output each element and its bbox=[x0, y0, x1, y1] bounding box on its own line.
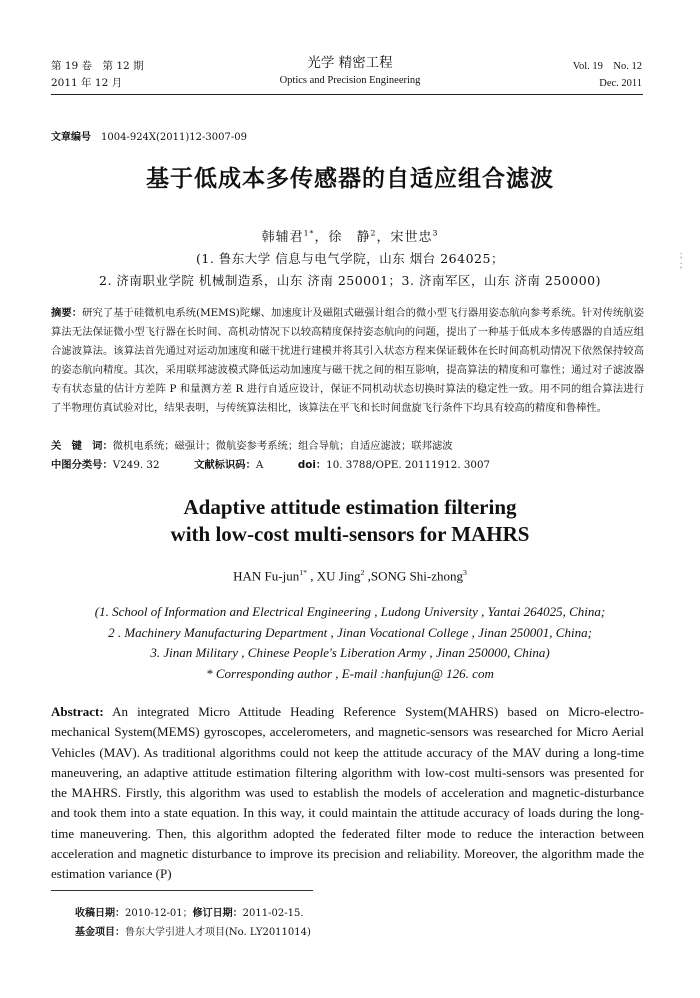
author-cn-2-sup: 2 bbox=[370, 228, 377, 238]
affiliation-cn-line1: (1. 鲁东大学 信息与电气学院，山东 烟台 264025； bbox=[196, 251, 504, 266]
article-number-label: 文章编号 bbox=[51, 132, 91, 143]
keywords-cn-text: 微机电系统；磁强计；微航姿参考系统；组合导航；自适应滤波；联邦滤波 bbox=[112, 440, 453, 452]
article-number bbox=[51, 128, 247, 143]
affiliations-cn bbox=[0, 248, 700, 292]
received-value: 2010-12-01； bbox=[125, 908, 193, 919]
abstract-en-label: Abstract: bbox=[51, 704, 104, 719]
margin-mark-1: ； bbox=[678, 251, 688, 261]
classification bbox=[51, 456, 644, 475]
footnote-fund bbox=[75, 923, 311, 942]
author-en-2-sup: 2 bbox=[360, 568, 365, 577]
doc-code-label: 文献标识码： bbox=[194, 459, 256, 471]
fund-label: 基金项目： bbox=[75, 927, 125, 938]
header-volume-en-block bbox=[573, 58, 642, 92]
revised-value: 2011-02-15. bbox=[242, 908, 304, 919]
header-volume-cn: 第 19 卷 第 12 期 bbox=[51, 60, 144, 72]
clc-value: V249. 32 bbox=[112, 459, 160, 471]
author-en-3-sup: 3 bbox=[462, 568, 467, 577]
corresponding-author: * Corresponding author , E-mail :hanfujun@ 126. com bbox=[206, 665, 494, 681]
keywords-cn bbox=[51, 437, 644, 456]
author-en-3: ,SONG Shi-zhong bbox=[364, 568, 463, 584]
clc-label: 中图分类号： bbox=[51, 459, 113, 471]
title-cn: 基于低成本多传感器的自适应组合滤波 bbox=[146, 166, 554, 192]
header-volume-en: Vol. 19 No. 12 bbox=[572, 61, 642, 72]
header-date-en: Dec. 2011 bbox=[599, 78, 642, 89]
article-number-value: 1004-924X(2011)12-3007-09 bbox=[101, 132, 247, 143]
fund-value: 鲁东大学引进人才项目(No. LY2011014) bbox=[125, 927, 311, 938]
affiliations-en bbox=[30, 602, 670, 684]
author-en-2: , XU Jing bbox=[307, 568, 361, 584]
doc-code-value: A bbox=[255, 459, 264, 471]
author-en-1-sup: 1* bbox=[299, 568, 308, 577]
author-en-1: HAN Fu-jun bbox=[233, 568, 300, 584]
affiliation-en-line2: 2 . Machinery Manufacturing Department , Jinan Vocational College , Jinan 250001, China; bbox=[108, 624, 592, 640]
title-en-line1: Adaptive attitude estimation filtering bbox=[183, 495, 517, 519]
footnote-dates bbox=[75, 904, 311, 923]
keywords-cn-label: 关 键 词： bbox=[51, 440, 113, 452]
revised-label: 修订日期： bbox=[192, 908, 243, 919]
authors-en bbox=[0, 568, 700, 584]
abstract-en-text: An integrated Micro Attitude Heading Reference System(MAHRS) based on Micro-electro-mechanical System(MEMS) gyroscopes, accelerometers, and magnetic-sensors was researched for Micro Aerial Vehicles (MAV). As traditional algorithms could not keep the attitude accuracy of the MAV during a long-time maneuvering, an adaptive attitude estimation filtering algorithm with low-cost multi-sensors was presented for the MAHRS. Firstly, this algorithm was used to establish the models of acceleration and magnetic-disturbance and took them into a state equation. In this way, it could maintain the attitude accuracy of loads during the long-time maneuvering. Then, this algorithm adopted the federated filter mode to reduce the interaction between acceleration and magnetic disturbance to improve its precision and reliability. Moreover, the algorithm made the estimation variance (P) bbox=[51, 704, 644, 882]
title-en bbox=[0, 494, 700, 548]
affiliation-cn-line2: 2. 济南职业学院 机械制造系，山东 济南 250001；3. 济南军区，山东 济南 250000) bbox=[99, 273, 601, 288]
author-cn-3-sup: 3 bbox=[432, 228, 439, 238]
author-cn-1: 韩辅君 bbox=[261, 230, 304, 245]
doi-value: 10. 3788/OPE. 20111912. 3007 bbox=[326, 459, 491, 471]
margin-mark-2: ； bbox=[678, 261, 688, 271]
abstract-cn-label: 摘要： bbox=[51, 307, 83, 319]
header-date-cn: 2011 年 12 月 bbox=[51, 77, 123, 89]
doi-label: doi： bbox=[297, 459, 327, 471]
affiliation-en-line3: 3. Jinan Military , Chinese People's Liberation Army , Jinan 250000, China) bbox=[150, 645, 550, 660]
title-en-line2: with low-cost multi-sensors for MAHRS bbox=[170, 522, 530, 546]
authors-cn bbox=[0, 226, 700, 245]
author-cn-1-sup: 1* bbox=[303, 228, 315, 238]
footnote-divider bbox=[51, 890, 313, 891]
author-cn-2: ，徐 静 bbox=[314, 230, 371, 245]
abstract-en bbox=[51, 702, 644, 885]
affiliation-en-line1: (1. School of Information and Electrical Engineering , Ludong University , Yantai 264025, China; bbox=[94, 604, 606, 619]
abstract-cn bbox=[51, 304, 644, 418]
footnote bbox=[75, 904, 311, 942]
author-cn-3: ，宋世忠 bbox=[376, 230, 433, 245]
journal-title-en: Optics and Precision Engineering bbox=[279, 75, 421, 86]
received-label: 收稿日期： bbox=[75, 908, 125, 919]
journal-title-cn: 光学 精密工程 bbox=[307, 55, 393, 71]
header-divider bbox=[51, 94, 643, 95]
abstract-cn-text: 研究了基于硅微机电系统(MEMS)陀螺、加速度计及磁阻式磁强计组合的微小型飞行器用姿态航向参考系统。针对传统航姿算法无法保证微小型飞行器在长时间、高机动情况下以较高精度保持姿态航向的问题，提出了一种基于低成本多传感器的自适应组合滤波算法。该算法首先通过对运动加速度和磁干扰进行建模并将其引入状态方程来保证载体在长时间高机动情况下依然保持较高的姿态航向精度。其次，采用联邦滤波模式降低运动加速度与磁干扰之间的相互影响，提高算法的精度和可靠性；通过对子滤波器专有状态量的估计方差阵 P 和量测方差 R 进行自适应设计，保证不同机动状态切换时算法的稳定性一致。用不同的组合算法进行了半物理仿真试验对比，结果表明，与传统算法相比，该算法在平飞和长时间盘旋飞行条件下均具有较高的精度和鲁棒性。 bbox=[51, 307, 644, 414]
